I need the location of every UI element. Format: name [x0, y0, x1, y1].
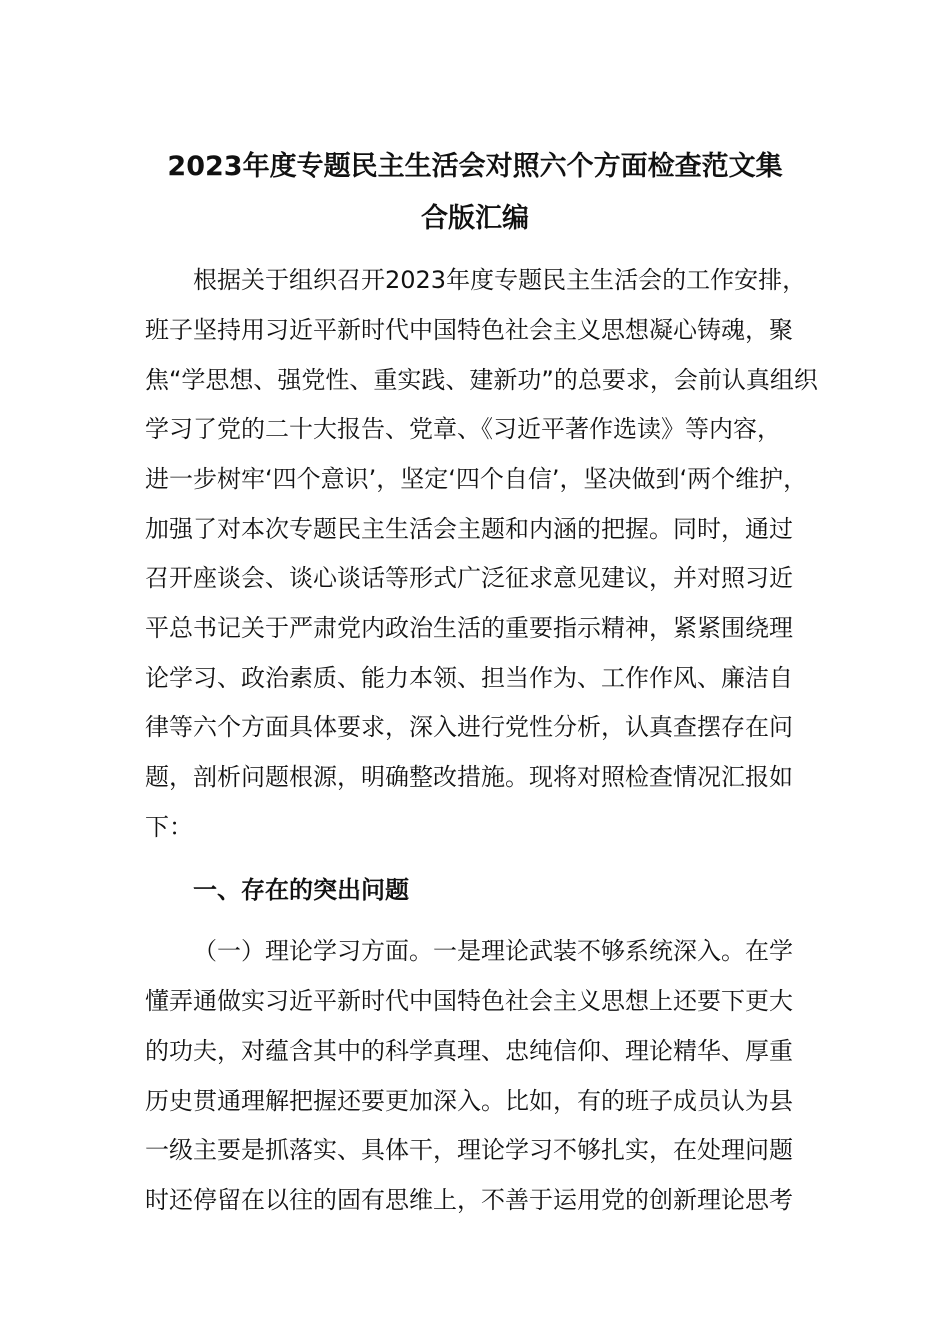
intro-line-7: 召开座谈会、谈心谈话等形式广泛征求意见建议，并对照习近: [145, 564, 793, 592]
intro-line-3: 焦“学思想、强党性、重实践、建新功”的总要求，会前认真组织: [145, 366, 818, 394]
section1-line-6: 时还停留在以往的固有思维上，不善于运用党的创新理论思考: [145, 1186, 793, 1214]
intro-line-12: 下：: [145, 813, 193, 841]
section1-line-2: 懂弄通做实习近平新时代中国特色社会主义思想上还要下更大: [145, 987, 793, 1015]
intro-line-1: 根据关于组织召开2023年度专题民主生活会的工作安排，: [193, 266, 807, 294]
intro-line-9: 论学习、政治素质、能力本领、担当作为、工作作风、廉洁自: [145, 664, 793, 692]
intro-line-8: 平总书记关于严肃党内政治生活的重要指示精神，紧紧围绕理: [145, 614, 793, 642]
intro-line-2: 班子坚持用习近平新时代中国特色社会主义思想凝心铸魂，聚: [145, 316, 793, 344]
intro-line-5: 进一步树牢‘四个意识’，坚定‘四个自信’，坚决做到‘两个维护，: [145, 465, 808, 493]
section1-line-1: （一）理论学习方面。一是理论武装不够系统深入。在学: [193, 937, 793, 965]
document-title-line-2: 合版汇编: [421, 203, 529, 234]
intro-line-6: 加强了对本次专题民主生活会主题和内涵的把握。同时，通过: [145, 515, 793, 543]
intro-line-10: 律等六个方面具体要求，深入进行党性分析，认真查摆存在问: [145, 713, 793, 741]
section1-line-4: 历史贯通理解把握还要更加深入。比如，有的班子成员认为县: [145, 1087, 793, 1115]
section1-line-5: 一级主要是抓落实、具体干，理论学习不够扎实，在处理问题: [145, 1136, 793, 1164]
section1-line-3: 的功夫，对蕴含其中的科学真理、忠纯信仰、理论精华、厚重: [145, 1037, 793, 1065]
section-heading-1: 一、存在的突出问题: [193, 876, 409, 904]
intro-line-11: 题，剖析问题根源，明确整改措施。现将对照检查情况汇报如: [145, 763, 793, 791]
intro-line-4: 学习了党的二十大报告、党章、《习近平著作选读》等内容，: [145, 415, 781, 443]
document-title-line-1: 2023年度专题民主生活会对照六个方面检查范文集: [167, 151, 783, 182]
